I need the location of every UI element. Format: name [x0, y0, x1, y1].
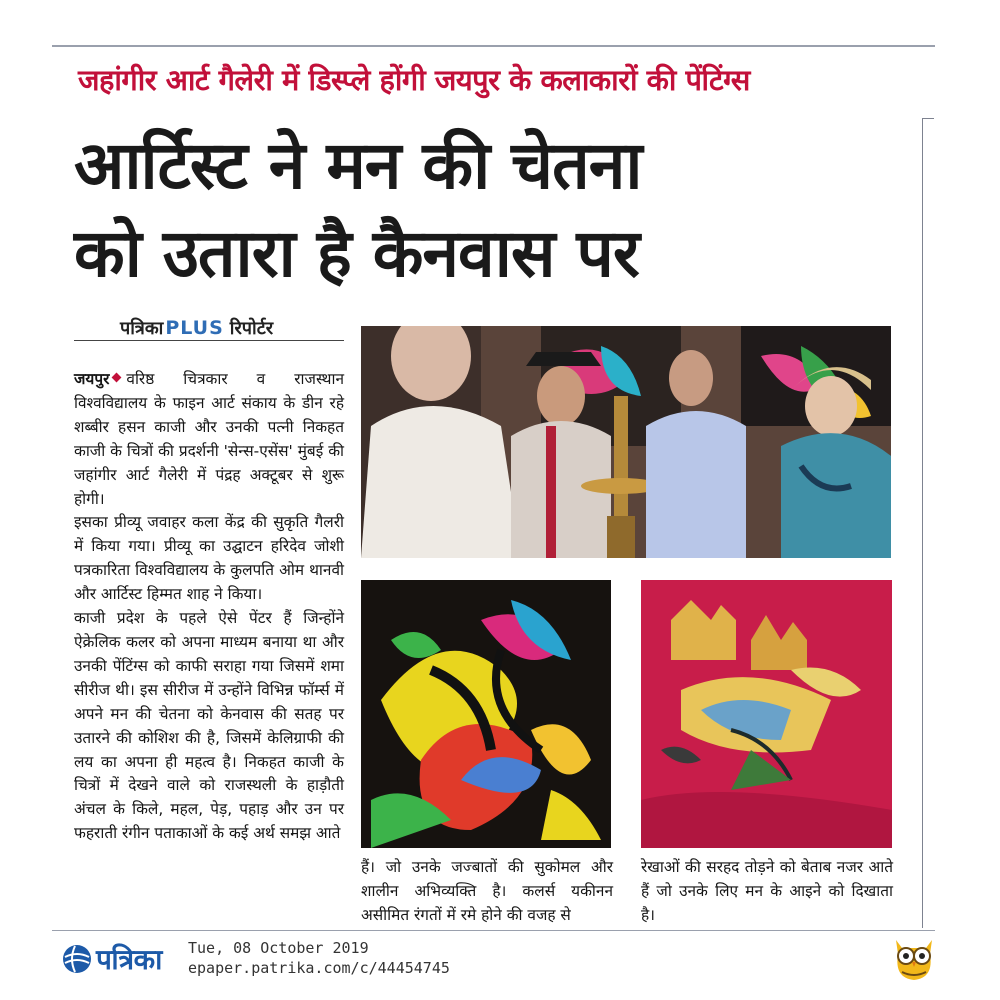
byline-role: रिपोर्टर — [229, 318, 274, 339]
headline-line-1: आर्टिस्ट ने मन की चेतना — [74, 127, 642, 204]
article-para-1 — [74, 368, 344, 511]
painting-red-landscape — [641, 580, 892, 848]
headline-line-2: को उतारा है कैनवास पर — [74, 215, 639, 292]
kicker-headline: जहांगीर आर्ट गैलेरी में डिस्प्ले होंगी जयपुर के कलाकारों की पेंटिंग्स — [78, 63, 750, 97]
patrika-globe-icon — [62, 944, 92, 974]
edition-date: Tue, 08 October 2019 — [188, 939, 369, 957]
byline-brand: पत्रिका — [120, 318, 164, 339]
caption-left: हैं। जो उनके जज्बातों की सुकोमल और शालीन अभिव्यक्ति है। कलर्स यकीनन असीमित रंगतों में रमे होने की वजह से — [361, 858, 613, 924]
article-para-2: इसका प्रीव्यू जवाहर कला केंद्र की सुकृति गैलरी में किया गया। प्रीव्यू का उद्घाटन हरिदेव जोशी पत्रकारिता विश्वविद्यालय के कुलपति ओम थानवी और आर्टिस्ट हिम्मत शाह ने किया। — [74, 513, 344, 604]
article-body — [74, 368, 344, 846]
logo-text: पत्रिका — [96, 943, 162, 976]
caption-right: रेखाओं की सरहद तोड़ने को बेताब नजर आते हैं जो उनके लिए मन के आइने को दिखाता है। — [641, 858, 893, 924]
dateline-diamond-icon — [112, 373, 122, 383]
painting-calligraphic-abstract — [361, 580, 611, 848]
photo-lamp-lighting — [361, 326, 891, 558]
dateline: जयपुर — [74, 370, 110, 388]
owl-icon — [886, 932, 942, 982]
byline-rule — [74, 340, 344, 341]
footer-rule — [52, 930, 935, 931]
right-column-tick — [922, 118, 934, 119]
main-headline — [74, 122, 914, 298]
top-rule — [52, 45, 935, 47]
right-column-rule — [922, 118, 923, 928]
article-para-3: काजी प्रदेश के पहले ऐसे पेंटर हैं जिन्होंने ऐक्रेलिक कलर को अपना माध्यम बनाया था और उनकी पेंटिंग्स को काफी सराहा गया जिसमें शमा सीरीज थी। इस सीरीज में उन्होंने विभिन्न फॉर्म्स में अपने मन की चेतना को केनवास की सतह पर उतारने की कोशिश की है, जिसमें केलिग्राफी की लय का अपना ही महत्व है। निकहत काजी के चित्रों में देखने वाले को राजस्थली के हाड़ौती अंचल के किले, महल, पेड़, पहाड़ और उन पर फहराती रंगीन पताकाओं के कई अर्थ समझ आते — [74, 609, 344, 843]
byline — [120, 316, 273, 340]
patrika-logo[interactable] — [62, 940, 162, 978]
edition-url[interactable]: epaper.patrika.com/c/44454745 — [188, 959, 450, 977]
para-1-text: वरिष्ठ चित्रकार व राजस्थान विश्वविद्यालय के फाइन आर्ट संकाय के डीन रहे शब्बीर हसन काजी और उनकी पत्नी निकहत काजी के चित्रों की प्रदर्शनी 'सेन्स-एसेंस' मुंबई की जहांगीर आर्ट गैलेरी में पंद्रह अक्टूबर से शुरू होगी। — [74, 370, 344, 508]
byline-plus: PLUS — [165, 317, 224, 339]
edition-meta — [188, 938, 450, 978]
